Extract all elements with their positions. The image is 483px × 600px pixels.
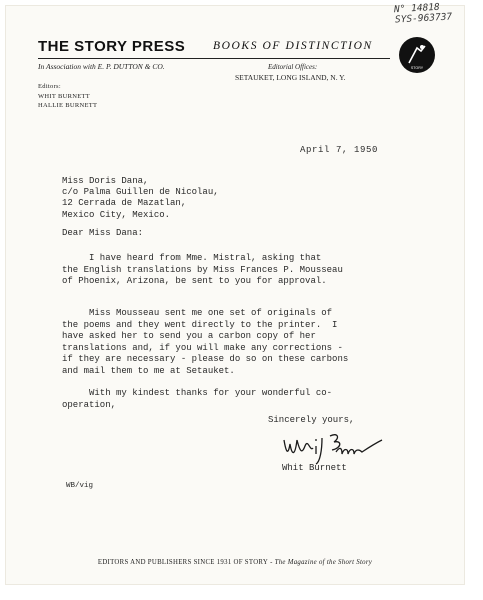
- letterhead-rule: [38, 58, 390, 59]
- archive-annotation: SYS-963737: [394, 11, 453, 26]
- letter-date: April 7, 1950: [300, 145, 379, 155]
- body-paragraph: Miss Mousseau sent me one set of originals of the poems and they went directly to the printer. I have asked her to send you a carbon copy of her translations and, if you will make any corrections - if they are necessary - please do so on these carbons and mail them to me at Setauket.: [62, 308, 349, 376]
- closing: Sincerely yours,: [268, 415, 355, 425]
- letterhead-association: In Association with E. P. DUTTON & CO.: [38, 62, 165, 71]
- story-logo-icon: [398, 36, 436, 74]
- address-line: Miss Doris Dana,: [62, 176, 149, 186]
- editor-name: HALLIE BURNETT: [38, 102, 98, 109]
- svg-text:STORY: STORY: [410, 66, 424, 70]
- letter-page: [6, 6, 464, 584]
- body-paragraph: I have heard from Mme. Mistral, asking that the English translations by Miss Frances P. Mousseau of Phoenix, Arizona, be sent to you for approval.: [62, 253, 343, 286]
- address-line: c/o Palma Guillen de Nicolau,: [62, 187, 219, 198]
- salutation: Dear Miss Dana:: [62, 228, 144, 238]
- body-paragraph: With my kindest thanks for your wonderful co- operation,: [62, 388, 333, 410]
- typed-signatory-name: Whit Burnett: [282, 463, 347, 473]
- address-line: 12 Cerrada de Mazatlan,: [62, 198, 187, 209]
- address-line: Mexico City, Mexico.: [62, 209, 171, 220]
- editors-label: Editors:: [38, 83, 61, 90]
- letterhead-brand: THE STORY PRESS: [38, 38, 186, 55]
- editors-block: [38, 82, 97, 111]
- letterhead-footer: [6, 559, 464, 566]
- reference-initials: WB/vig: [66, 482, 94, 490]
- letterhead-tagline: BOOKS OF DISTINCTION: [213, 40, 373, 52]
- handwritten-signature: [278, 426, 388, 466]
- footer-italic: - The Magazine of the Short Story: [268, 559, 373, 566]
- editorial-offices-place: SETAUKET, LONG ISLAND, N. Y.: [235, 73, 346, 82]
- archive-annotation: N° 14818: [393, 1, 440, 16]
- recipient-address: [62, 176, 219, 221]
- editor-name: WHIT BURNETT: [38, 92, 91, 100]
- editorial-offices-label: Editorial Offices:: [268, 63, 318, 71]
- footer-main: EDITORS AND PUBLISHERS SINCE 1931 OF STORY: [97, 559, 269, 566]
